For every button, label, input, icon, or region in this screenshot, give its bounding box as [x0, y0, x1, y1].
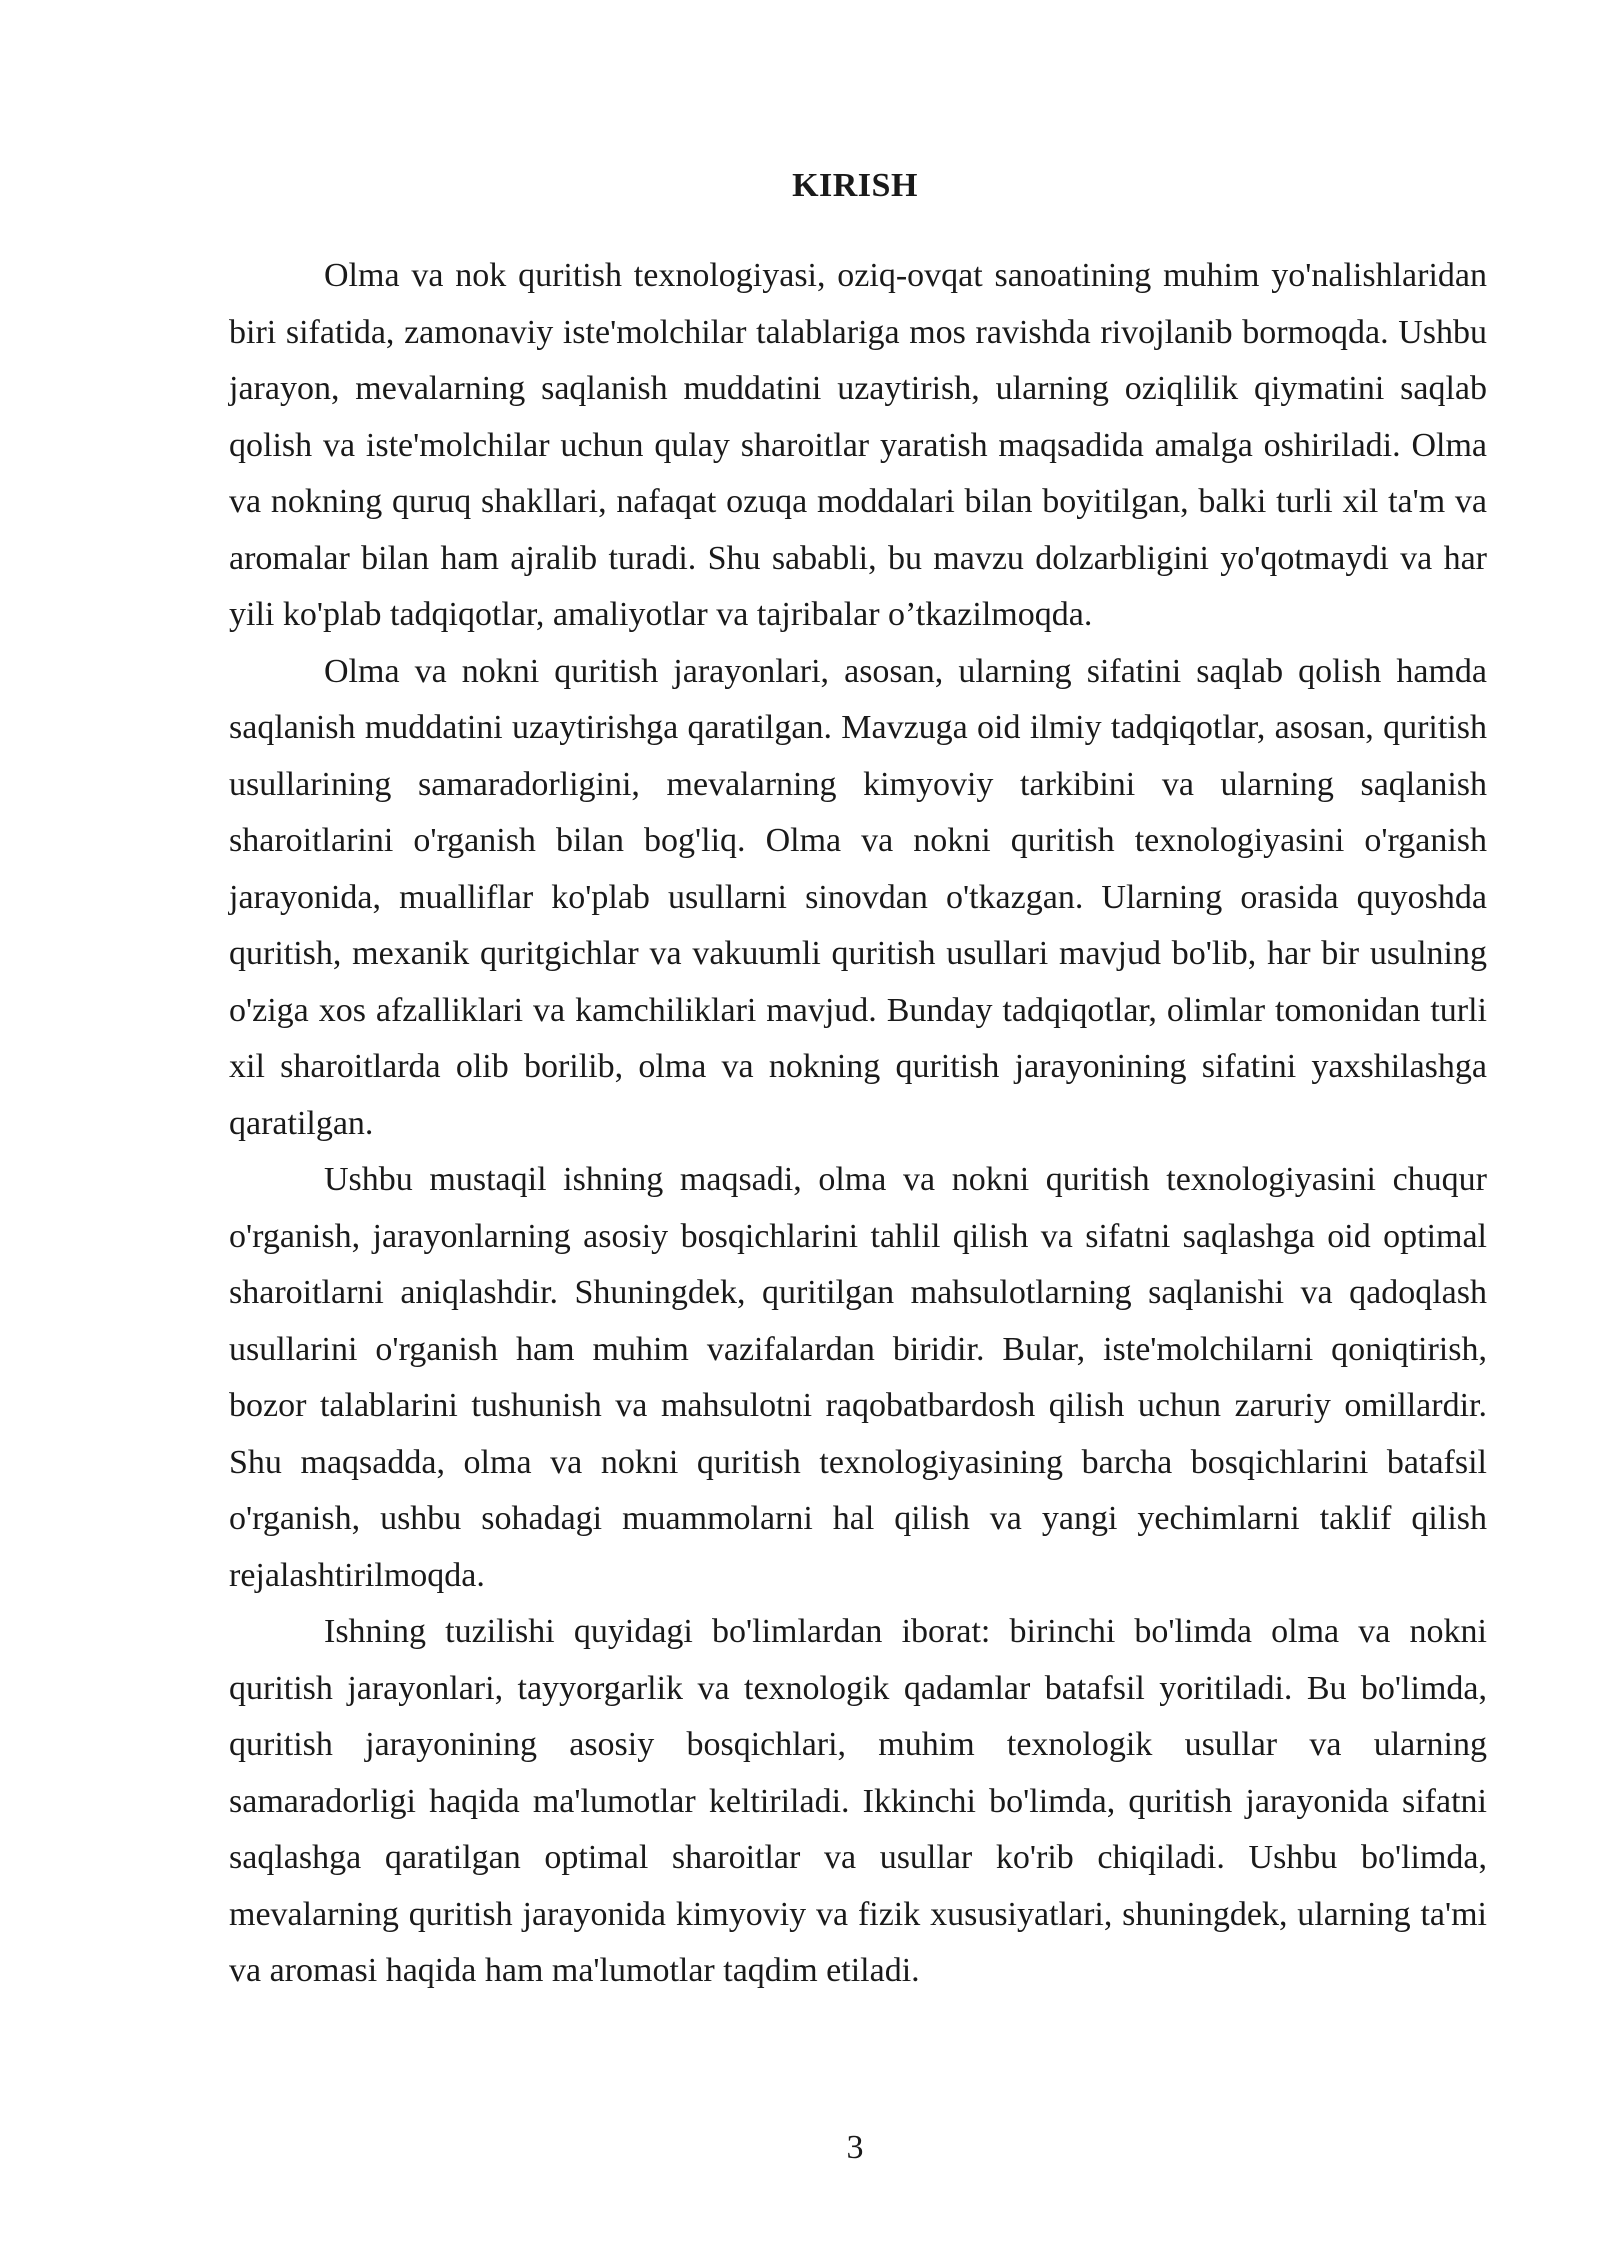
paragraph-4: Ishning tuzilishi quyidagi bo'limlardan iborat: birinchi bo'limda olma va nokni quritish jarayonlari, tayyorgarlik va texnologik qadamlar batafsil yoritiladi. Bu bo'limda, quritish jarayonining asosiy bosqichlari, muhim texnologik usullar va ularning samaradorligi haqida ma'lumotlar keltiriladi. Ikkinchi bo'limda, quritish jarayonida sifatni saqlashga qaratilgan optimal sharoitlar va usullar ko'rib chiqiladi. Ushbu bo'limda, mevalarning quritish jarayonida kimyoviy va fizik xususiyatlari, shuningdek, ularning ta'mi va aromasi haqida ham ma'lumotlar taqdim etiladi.: [229, 1613, 1487, 1989]
paragraph-2: Olma va nokni quritish jarayonlari, asosan, ularning sifatini saqlab qolish hamda saqlanish muddatini uzaytirishga qaratilgan. Mavzuga oid ilmiy tadqiqotlar, asosan, quritish usullarining samaradorligini, mevalarning kimyoviy tarkibini va ularning saqlanish sharoitlarini o'rganish bilan bog'liq. Olma va nokni quritish texnologiyasini o'rganish jarayonida, mualliflar ko'plab usullarni sinovdan o'tkazgan. Ularning orasida quyoshda quritish, mexanik quritgichlar va vakuumli quritish usullari mavjud bo'lib, har bir usulning o'ziga xos afzalliklari va kamchiliklari mavjud. Bunday tadqiqotlar, olimlar tomonidan turli xil sharoitlarda olib borilib, olma va nokning quritish jarayonining sifatini yaxshilashga qaratilgan.: [229, 652, 1487, 1142]
body-text: [229, 248, 1487, 2000]
paragraph-3: Ushbu mustaqil ishning maqsadi, olma va nokni quritish texnologiyasini chuqur o'rganish, jarayonlarning asosiy bosqichlarini tahlil qilish va sifatni saqlashga oid optimal sharoitlarni aniqlashdir. Shuningdek, quritilgan mahsulotlarning saqlanishi va qadoqlash usullarini o'rganish ham muhim vazifalardan biridir. Bular, iste'molchilarni qoniqtirish, bozor talablarini tushunish va mahsulotni raqobatbardosh qilish uchun zaruriy omillardir. Shu maqsadda, olma va nokni quritish texnologiyasining barcha bosqichlarini batafsil o'rganish, ushbu sohadagi muammolarni hal qilish va yangi yechimlarni taklif qilish rejalashtirilmoqda.: [229, 1161, 1487, 1594]
page-title: KIRISH: [792, 167, 918, 204]
paragraph-1: Olma va nok quritish texnologiyasi, oziq-ovqat sanoatining muhim yo'nalishlaridan biri sifatida, zamonaviy iste'molchilar talablariga mos ravishda rivojlanib bormoqda. Ushbu jarayon, mevalarning saqlanish muddatini uzaytirish, ularning oziqlilik qiymatini saqlab qolish va iste'molchilar uchun qulay sharoitlar yaratish maqsadida amalga oshiriladi. Olma va nokning quruq shakllari, nafaqat ozuqa moddalari bilan boyitilgan, balki turli xil ta'm va aromalar bilan ham ajralib turadi. Shu sababli, bu mavzu dolzarbligini yo'qotmaydi va har yili ko'plab tadqiqotlar, amaliyotlar va tajribalar o’tkazilmoqda.: [229, 257, 1487, 633]
page-number: 3: [846, 2129, 864, 2166]
